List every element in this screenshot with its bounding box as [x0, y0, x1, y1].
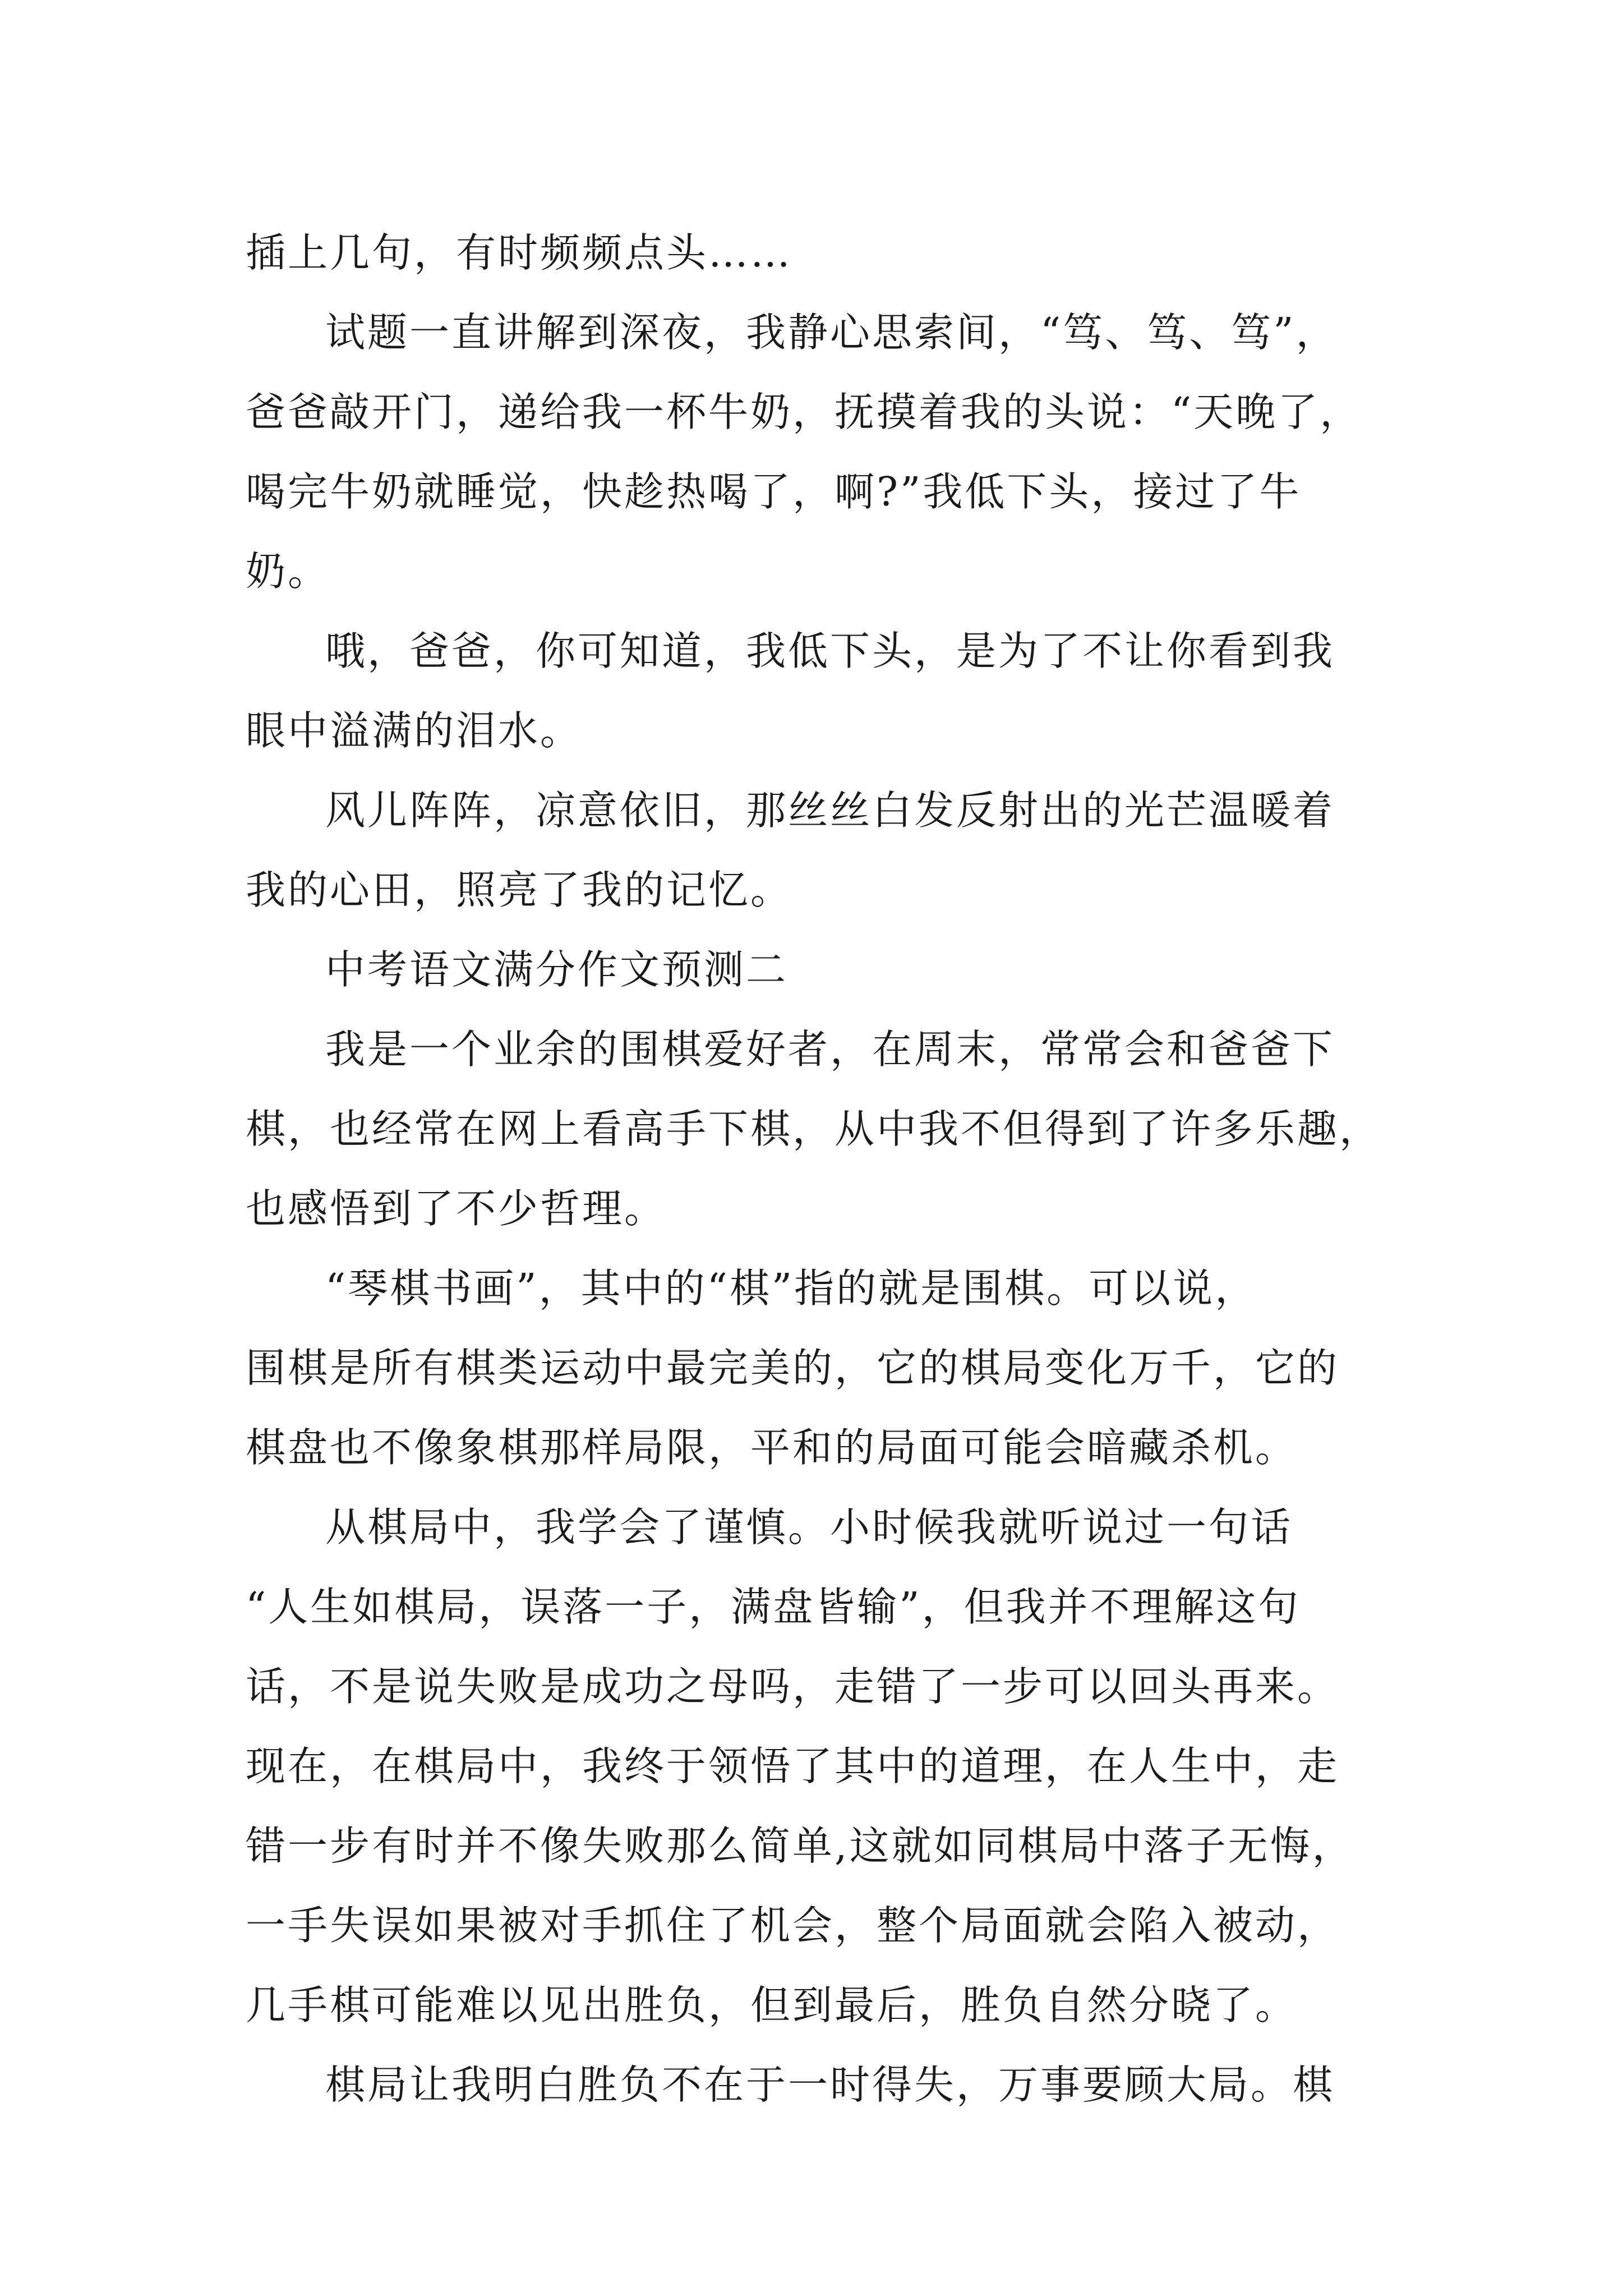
text-line: 风儿阵阵，凉意依旧，那丝丝白发反射出的光芒温暖着	[325, 787, 1335, 834]
text-line: 也感悟到了不少哲理。	[246, 1185, 667, 1232]
text-line: 从棋局中，我学会了谨慎。小时候我就听说过一句话	[325, 1504, 1293, 1550]
text-line: 棋局让我明白胜负不在于一时得失，万事要顾大局。棋	[325, 2062, 1335, 2108]
text-line: 棋，也经常在网上看高手下棋，从中我不但得到了许多乐趣，	[246, 1106, 1382, 1152]
text-line: 爸爸敲开门，递给我一杯牛奶，抚摸着我的头说：“天晚了，	[246, 389, 1362, 435]
text-line: 奶。	[246, 548, 330, 595]
text-line: 眼中溢满的泪水。	[246, 707, 583, 754]
text-line: 棋盘也不像象棋那样局限，平和的局面可能会暗藏杀机。	[246, 1424, 1298, 1471]
text-line: 错一步有时并不像失败那么简单,这就如同棋局中落子无悔，	[246, 1823, 1354, 1869]
text-line: 我是一个业余的围棋爱好者，在周末，常常会和爸爸下	[325, 1026, 1335, 1073]
document-body	[246, 213, 1384, 2125]
text-line: 我的心田，照亮了我的记忆。	[246, 867, 793, 913]
text-line: 围棋是所有棋类运动中最完美的，它的棋局变化万千，它的	[246, 1345, 1340, 1391]
text-line: “人生如棋局，误落一子，满盘皆输”，但我并不理解这句	[246, 1584, 1301, 1630]
text-line: 一手失误如果被对手抓住了机会，整个局面就会陷入被动，	[246, 1902, 1340, 1949]
text-line: 话，不是说失败是成功之母吗，走错了一步可以回头再来。	[246, 1663, 1340, 1710]
text-line: 哦，爸爸，你可知道，我低下头，是为了不让你看到我	[325, 628, 1335, 674]
text-line: 几手棋可能难以见出胜负，但到最后，胜负自然分晓了。	[246, 1982, 1298, 2028]
text-line: 试题一直讲解到深夜，我静心思索间，“笃、笃、笃”，	[325, 309, 1338, 356]
text-line: 喝完牛奶就睡觉，快趁热喝了，啊?”我低下头，接过了牛	[246, 468, 1302, 515]
text-line: 插上几句，有时频频点头……	[246, 229, 793, 276]
text-line: 现在，在棋局中，我终于领悟了其中的道理，在人生中，走	[246, 1743, 1340, 1789]
text-line: “琴棋书画”，其中的“棋”指的就是围棋。可以说，	[325, 1265, 1257, 1312]
section-title: 中考语文满分作文预测二	[325, 946, 789, 993]
